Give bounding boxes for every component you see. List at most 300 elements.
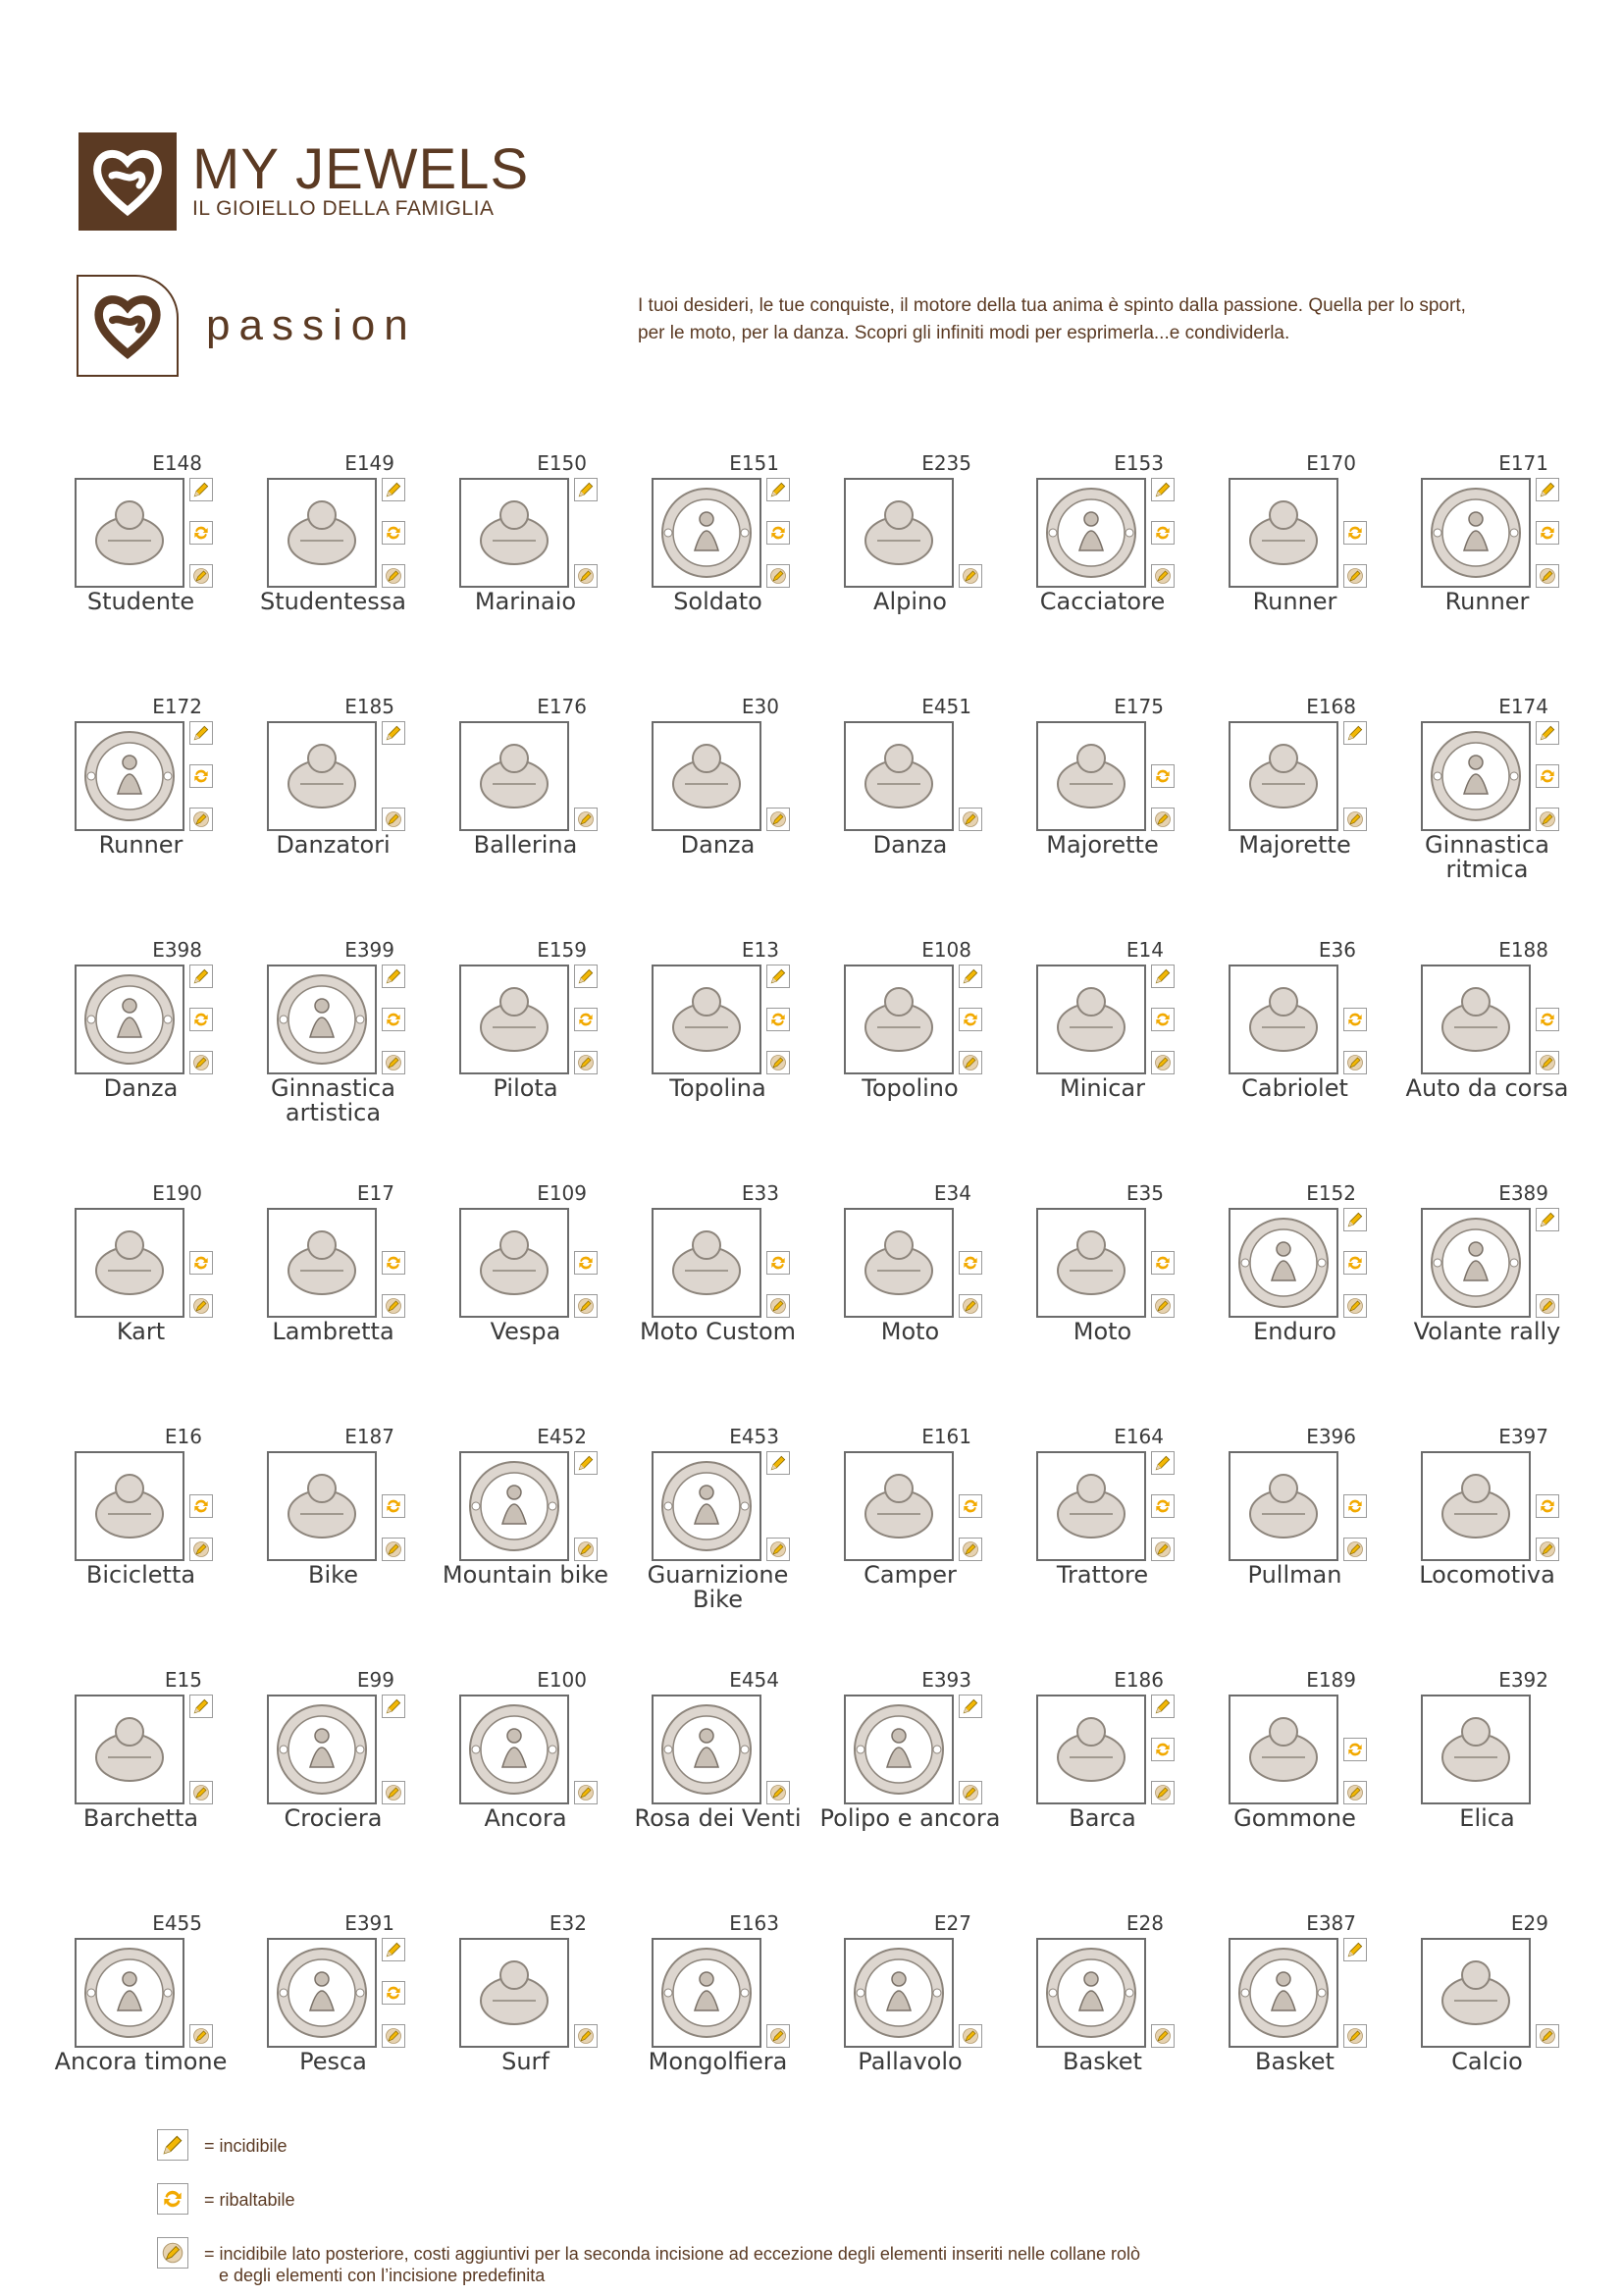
sport-motorbike-icon[interactable] (1036, 1208, 1146, 1318)
dancers-icon[interactable] (267, 721, 377, 831)
charm-item[interactable] (267, 1911, 459, 2127)
charm-code: E455 (152, 1911, 202, 1935)
charm-code: E387 (1306, 1911, 1356, 1935)
charm-name: Danza (103, 1074, 179, 1102)
charm-code: E170 (1306, 451, 1356, 475)
back-engrave-icon (1151, 808, 1175, 831)
charm-item[interactable] (267, 1425, 459, 1641)
flip-icon (1536, 521, 1559, 545)
charm-name: Pesca (299, 2048, 367, 2075)
charm-badges (1343, 478, 1367, 588)
pencil-icon (766, 965, 790, 988)
charm-item[interactable] (639, 1181, 844, 1397)
vespa-icon[interactable] (459, 1208, 569, 1318)
charm-item[interactable] (54, 1911, 267, 2127)
flip-icon (1536, 1008, 1559, 1031)
charm-badges (1536, 1695, 1559, 1804)
charm-name: Studente (86, 588, 195, 615)
charm-name: Ballerina (473, 831, 578, 859)
flip-icon (382, 1251, 405, 1275)
charm-code: E174 (1498, 695, 1548, 718)
charm-item[interactable] (1229, 1911, 1421, 2127)
charm-name: Elica (1459, 1804, 1515, 1832)
soccer-ball-icon[interactable] (1421, 1938, 1531, 2048)
charm-code: E172 (152, 695, 202, 718)
charm-item[interactable] (647, 1425, 844, 1641)
charm-name: Surf (501, 2048, 550, 2075)
flip-icon (157, 2183, 188, 2215)
back-engrave-icon (1151, 1051, 1175, 1074)
charm-item[interactable] (1405, 938, 1613, 1154)
charm-name: Topolino (862, 1074, 959, 1102)
flip-icon (959, 1494, 982, 1518)
charm-item[interactable] (1421, 1911, 1613, 2127)
intro-line-1: I tuoi desideri, le tue conquiste, il motore della tua anima è spinto dalla passione. Quella per lo sport, (638, 295, 1466, 316)
cabriolet-icon[interactable] (1229, 965, 1338, 1074)
charm-name: Crociera (284, 1804, 383, 1832)
pencil-icon (766, 478, 790, 501)
charm-name: Bicicletta (85, 1561, 196, 1589)
dinghy-icon[interactable] (1229, 1695, 1338, 1804)
charm-code: E153 (1114, 451, 1164, 475)
pencil-icon (1536, 478, 1559, 501)
charm-item[interactable] (459, 1668, 652, 1884)
flip-icon (574, 1251, 598, 1275)
back-engrave-icon (1536, 1294, 1559, 1318)
back-engrave-icon (574, 2024, 598, 2048)
back-engrave-icon (766, 2024, 790, 2048)
charm-code: E188 (1498, 938, 1548, 962)
charm-name: Cacciatore (1039, 588, 1166, 615)
anchor-icon[interactable] (459, 1695, 569, 1804)
flip-icon (1343, 1494, 1367, 1518)
charm-code: E187 (344, 1425, 394, 1448)
charm-item[interactable] (634, 1668, 844, 1884)
charm-item[interactable] (844, 1181, 1036, 1397)
charm-badges (382, 965, 405, 1074)
bike-gear-icon[interactable] (652, 1451, 761, 1561)
hunter-icon[interactable] (1036, 478, 1146, 588)
charm-badges (574, 478, 598, 588)
charm-item[interactable] (1229, 451, 1421, 667)
pencil-icon (1151, 478, 1175, 501)
charm-item[interactable] (1036, 451, 1229, 667)
charm-name: Moto (1073, 1318, 1132, 1345)
charm-code: E109 (537, 1181, 587, 1205)
pencil-icon (766, 1451, 790, 1475)
pencil-icon (382, 721, 405, 745)
soldier-icon[interactable] (652, 478, 761, 588)
charm-item[interactable] (652, 695, 844, 911)
back-engrave-icon (766, 1538, 790, 1561)
motorboat-icon[interactable] (1036, 1695, 1146, 1804)
small-car-icon[interactable] (652, 965, 761, 1074)
lambretta-icon[interactable] (267, 1208, 377, 1318)
flip-icon (189, 1008, 213, 1031)
back-engrave-icon (959, 564, 982, 588)
charm-name: Basket (1255, 2048, 1335, 2075)
custom-motorbike-icon[interactable] (652, 1208, 761, 1318)
charm-name: Studentessa (260, 588, 406, 615)
back-engrave-icon (959, 1051, 982, 1074)
charm-item[interactable] (267, 938, 459, 1154)
charm-item[interactable] (459, 451, 652, 667)
back-engrave-icon (382, 1538, 405, 1561)
rhythmic-gymnast-icon[interactable] (1421, 721, 1531, 831)
brand-name: MY JEWELS (192, 137, 530, 201)
charm-badges (959, 1451, 982, 1561)
charm-item[interactable] (1036, 695, 1229, 911)
charm-code: E190 (152, 1181, 202, 1205)
charm-code: E176 (537, 695, 587, 718)
legend-back-text (204, 2237, 1140, 2286)
charm-item[interactable] (652, 938, 844, 1154)
pencil-icon (1151, 1695, 1175, 1718)
charm-code: E100 (537, 1668, 587, 1692)
surfboard-icon[interactable] (459, 1938, 569, 2048)
race-car-icon[interactable] (1421, 965, 1531, 1074)
charm-badges (382, 1938, 405, 2048)
mountain-bike-icon[interactable] (459, 1451, 569, 1561)
charm-item[interactable] (1036, 1911, 1229, 2127)
back-engrave-icon (959, 808, 982, 831)
charm-code: E453 (729, 1425, 779, 1448)
flip-icon (189, 764, 213, 788)
dance-ribbon-icon[interactable] (75, 965, 184, 1074)
charm-name: Majorette (1238, 831, 1351, 859)
fishing-icon[interactable] (267, 1938, 377, 2048)
charm-badges (766, 721, 790, 831)
charm-item[interactable] (1229, 1668, 1421, 1884)
charm-item[interactable] (1036, 938, 1229, 1154)
charm-badges (959, 965, 982, 1074)
charm-badges (766, 965, 790, 1074)
charm-item[interactable] (267, 695, 459, 911)
pencil-icon (1343, 721, 1367, 745)
ballerina-icon[interactable] (459, 721, 569, 831)
pencil-icon (382, 1938, 405, 1961)
charm-code: E189 (1306, 1668, 1356, 1692)
flip-icon (189, 1494, 213, 1518)
pencil-icon (1343, 1208, 1367, 1231)
minicar-icon[interactable] (1036, 965, 1146, 1074)
charm-name: Ancora (484, 1804, 567, 1832)
charm-code: E108 (921, 938, 971, 962)
charm-badges (574, 965, 598, 1074)
charm-badges (1151, 478, 1175, 588)
propeller-icon[interactable] (1421, 1695, 1531, 1804)
charm-code: E32 (549, 1911, 587, 1935)
charm-item[interactable] (1421, 695, 1613, 911)
volleyball-icon[interactable] (844, 1938, 954, 2048)
runner-circle-icon[interactable] (75, 721, 184, 831)
section-title: passion (206, 301, 417, 349)
charm-name: Marinaio (474, 588, 577, 615)
charm-code: E185 (344, 695, 394, 718)
charm-badges (1536, 1451, 1559, 1561)
charm-badges (1343, 1938, 1367, 2048)
charm-badges (574, 1451, 598, 1561)
charm-name: Runner (98, 831, 183, 859)
ballet-shoes-icon[interactable] (652, 721, 761, 831)
flip-icon (766, 1251, 790, 1275)
steering-wheel-icon[interactable] (1421, 1208, 1531, 1318)
charm-name: Runner (1252, 588, 1337, 615)
charm-badges (189, 965, 213, 1074)
back-engrave-icon (1343, 808, 1367, 831)
back-engrave-icon (1536, 808, 1559, 831)
charm-badges (574, 721, 598, 831)
charm-badges (1343, 1208, 1367, 1318)
vintage-car-icon[interactable] (844, 965, 954, 1074)
charm-name: Calcio (1451, 2048, 1523, 2075)
flip-icon (766, 1008, 790, 1031)
charm-item[interactable] (1421, 451, 1613, 667)
charm-item[interactable] (75, 1181, 267, 1397)
charm-badges (1151, 1451, 1175, 1561)
charm-name: Bike (308, 1561, 358, 1589)
charm-item[interactable] (844, 451, 1036, 667)
charm-code: E33 (741, 1181, 779, 1205)
charm-code: E148 (152, 451, 202, 475)
alpine-hat-icon[interactable] (844, 478, 954, 588)
charm-badges (382, 1451, 405, 1561)
charm-name: Majorette (1046, 831, 1159, 859)
charm-code: E186 (1114, 1668, 1164, 1692)
charm-item[interactable] (459, 1181, 652, 1397)
charm-badges (1536, 478, 1559, 588)
charm-badges (959, 721, 982, 831)
back-engrave-icon (574, 808, 598, 831)
back-engrave-icon (1536, 564, 1559, 588)
charm-item[interactable] (267, 1668, 459, 1884)
brand-tagline: IL GIOIELLO DELLA FAMIGLIA (192, 197, 495, 220)
charm-item[interactable] (75, 1668, 267, 1884)
charm-badges (574, 1938, 598, 2048)
back-engrave-icon (959, 1781, 982, 1804)
back-engrave-icon (189, 1051, 213, 1074)
charm-badges (382, 1208, 405, 1318)
student-girl-icon[interactable] (267, 478, 377, 588)
charm-name: Barchetta (82, 1804, 199, 1832)
anchor-helm-icon[interactable] (75, 1938, 184, 2048)
sailboat-icon[interactable] (75, 1695, 184, 1804)
artistic-gymnast-icon[interactable] (267, 965, 377, 1074)
charm-item[interactable] (459, 1911, 652, 2127)
charm-name: Rosa dei Venti (634, 1804, 802, 1832)
charm-name: Danza (872, 831, 948, 859)
intro-line-2: per le moto, per la danza. Scopri gli infiniti modi per esprimerla...e condividerla. (638, 323, 1290, 343)
legend-pencil-text: = incidibile (204, 2136, 288, 2156)
charm-code: E36 (1318, 938, 1356, 962)
charm-item[interactable] (1421, 1425, 1613, 1641)
back-engrave-icon (189, 1538, 213, 1561)
basketball-hoop-icon[interactable] (1229, 1938, 1338, 2048)
charm-code: E398 (152, 938, 202, 962)
flip-icon (382, 1981, 405, 2005)
bus-icon[interactable] (1229, 1451, 1338, 1561)
charm-badges (1151, 721, 1175, 831)
legend-row-pencil (157, 2129, 288, 2165)
charm-badges (1536, 721, 1559, 831)
back-engrave-icon (382, 2024, 405, 2048)
back-engrave-icon (382, 1781, 405, 1804)
charm-badges (574, 1695, 598, 1804)
legend-flip-text: = ribaltabile (204, 2190, 295, 2210)
charm-name: Pilota (493, 1074, 558, 1102)
flip-icon (1151, 1251, 1175, 1275)
pilot-icon[interactable] (459, 965, 569, 1074)
back-engrave-icon (189, 1294, 213, 1318)
basketball-icon[interactable] (1036, 1938, 1146, 2048)
pencil-icon (1536, 721, 1559, 745)
pencil-icon (382, 478, 405, 501)
charm-badges (766, 1938, 790, 2048)
charm-item[interactable] (75, 1425, 267, 1641)
pencil-icon (382, 965, 405, 988)
charm-badges (189, 721, 213, 831)
charm-name: Camper (864, 1561, 957, 1589)
camper-icon[interactable] (844, 1451, 954, 1561)
back-engrave-icon (574, 1781, 598, 1804)
charm-item[interactable] (1421, 1668, 1613, 1884)
back-engrave-icon (1151, 1538, 1175, 1561)
charm-item[interactable] (1036, 1181, 1229, 1397)
flip-icon (1151, 1008, 1175, 1031)
majorette-icon[interactable] (1036, 721, 1146, 831)
charm-badges (959, 1938, 982, 2048)
charm-badges (189, 1938, 213, 2048)
charm-item[interactable] (267, 1181, 459, 1397)
heart-dancer-icon[interactable] (844, 721, 954, 831)
octopus-anchor-icon[interactable] (844, 1695, 954, 1804)
charm-item[interactable] (459, 695, 652, 911)
pencil-icon (157, 2129, 188, 2161)
compass-rose-icon[interactable] (652, 1695, 761, 1804)
charm-badges (766, 478, 790, 588)
racing-bike-icon[interactable] (267, 1451, 377, 1561)
charm-code: E389 (1498, 1181, 1548, 1205)
charm-code: E34 (933, 1181, 971, 1205)
charm-name: Minicar (1059, 1074, 1146, 1102)
pencil-icon (1536, 1208, 1559, 1231)
charm-code: E27 (933, 1911, 971, 1935)
bicycle-icon[interactable] (75, 1451, 184, 1561)
charm-name: Danzatori (276, 831, 391, 859)
legend-back-line-2: e degli elementi con l’incisione predefinita (219, 2266, 546, 2285)
charm-code: E151 (729, 451, 779, 475)
charm-item[interactable] (260, 451, 459, 667)
charm-badges (1343, 721, 1367, 831)
charm-item[interactable] (844, 938, 1036, 1154)
runner-icon[interactable] (1421, 478, 1531, 588)
charm-item[interactable] (1413, 1181, 1613, 1397)
charm-item[interactable] (1036, 1668, 1229, 1884)
back-engrave-icon (766, 1294, 790, 1318)
charm-item[interactable] (844, 1911, 1036, 2127)
back-engrave-icon (1536, 2024, 1559, 2048)
charm-item[interactable] (75, 695, 267, 911)
charm-badges (382, 1695, 405, 1804)
charm-badges (189, 478, 213, 588)
back-engrave-icon (1343, 1538, 1367, 1561)
charm-name: Mountain bike (442, 1561, 609, 1589)
charm-name: Danza (680, 831, 756, 859)
charm-item[interactable] (844, 1425, 1036, 1641)
charm-item[interactable] (648, 1911, 844, 2127)
enduro-icon[interactable] (1229, 1208, 1338, 1318)
charm-name: Mongolfiera (648, 2048, 788, 2075)
sailor-icon[interactable] (459, 478, 569, 588)
charm-code: E152 (1306, 1181, 1356, 1205)
charm-item[interactable] (1229, 938, 1421, 1154)
charm-item[interactable] (1036, 1425, 1229, 1641)
student-boy-icon[interactable] (75, 478, 184, 588)
charm-name: Moto Custom (639, 1318, 797, 1345)
back-engrave-icon (189, 1781, 213, 1804)
flip-icon (1343, 1008, 1367, 1031)
charm-item[interactable] (1229, 1425, 1421, 1641)
motorbike-icon[interactable] (844, 1208, 954, 1318)
charm-code: E175 (1114, 695, 1164, 718)
charm-item[interactable] (459, 938, 652, 1154)
tractor-icon[interactable] (1036, 1451, 1146, 1561)
charm-code: E164 (1114, 1425, 1164, 1448)
charm-code: E235 (921, 451, 971, 475)
charm-code: E16 (164, 1425, 202, 1448)
charm-badges (1151, 1695, 1175, 1804)
charm-name: Auto da corsa (1405, 1074, 1569, 1102)
charm-name: Ginnastica ritmica (1425, 831, 1549, 883)
flip-icon (1343, 521, 1367, 545)
charm-badges (1151, 1938, 1175, 2048)
pencil-icon (959, 965, 982, 988)
charm-badges (382, 478, 405, 588)
flip-icon (1151, 521, 1175, 545)
flip-icon (382, 1008, 405, 1031)
charm-item[interactable] (75, 451, 267, 667)
charm-name: Vespa (490, 1318, 561, 1345)
pencil-icon (574, 478, 598, 501)
charm-code: E454 (729, 1668, 779, 1692)
majorette-baton-icon[interactable] (1229, 721, 1338, 831)
legend-row-flip (157, 2183, 295, 2218)
charm-item[interactable] (1229, 1181, 1421, 1397)
back-engrave-icon (766, 1781, 790, 1804)
charm-code: E28 (1126, 1911, 1164, 1935)
charm-badges (766, 1695, 790, 1804)
charm-item[interactable] (652, 451, 844, 667)
charm-item[interactable] (844, 695, 1036, 911)
charm-badges (382, 721, 405, 831)
flip-icon (382, 521, 405, 545)
back-engrave-icon (574, 1294, 598, 1318)
runner-woman-icon[interactable] (1229, 478, 1338, 588)
legend-row-back (157, 2237, 1140, 2296)
back-engrave-icon (574, 1538, 598, 1561)
locomotive-icon[interactable] (1421, 1451, 1531, 1561)
kart-icon[interactable] (75, 1208, 184, 1318)
pencil-icon (1151, 1451, 1175, 1475)
flip-icon (766, 521, 790, 545)
charm-code: E14 (1126, 938, 1164, 962)
charm-item[interactable] (819, 1668, 1036, 1884)
hot-air-balloon-icon[interactable] (652, 1938, 761, 2048)
flip-icon (382, 1494, 405, 1518)
cruise-ship-icon[interactable] (267, 1695, 377, 1804)
pencil-icon (1151, 965, 1175, 988)
back-engrave-icon (382, 1051, 405, 1074)
